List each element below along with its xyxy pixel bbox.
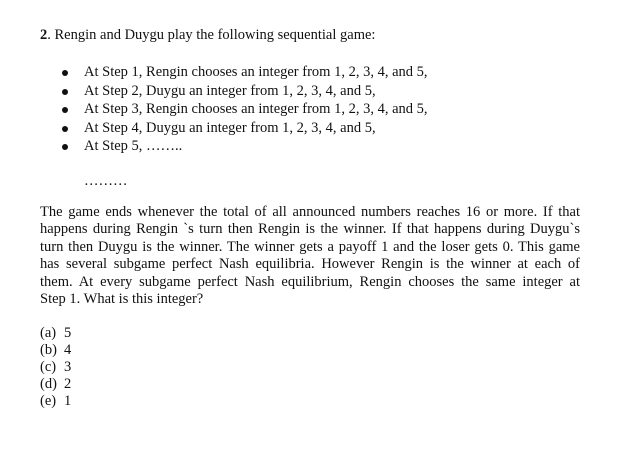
- question-title-text: . Rengin and Duygu play the following sequential game:: [47, 27, 376, 43]
- step-text: At Step 1, Rengin chooses an integer from 1, 2, 3, 4, and 5,: [84, 64, 428, 80]
- option-value: 5: [64, 325, 72, 341]
- paragraph-line: turn then Duygu is the winner. The winner gets a payoff 1 and the loser gets 0. This game: [40, 238, 580, 255]
- step-item: [60, 137, 428, 156]
- step-text: At Step 3, Rengin chooses an integer from 1, 2, 3, 4, and 5,: [84, 101, 428, 117]
- option-value: 3: [64, 359, 72, 375]
- step-text: At Step 5, ……..: [84, 138, 183, 154]
- answer-option: [40, 359, 71, 376]
- option-label: (e): [40, 393, 57, 409]
- bullet-icon: [62, 107, 68, 113]
- step-list: [60, 63, 428, 156]
- option-value: 2: [64, 376, 72, 392]
- option-label: (b): [40, 342, 57, 358]
- paragraph-line: The game ends whenever the total of all announced numbers reaches 16 or more. If that: [40, 204, 580, 220]
- answer-option: [40, 325, 71, 342]
- question-number: 2: [40, 27, 48, 43]
- bullet-icon: [62, 144, 68, 150]
- paragraph-line: them. At every subgame perfect Nash equilibrium, Rengin chooses the same integer at: [40, 273, 580, 290]
- step-item: [60, 82, 428, 101]
- bullet-icon: [62, 126, 68, 132]
- step-text: At Step 4, Duygu an integer from 1, 2, 3, 4, and 5,: [84, 119, 376, 136]
- bullet-icon: [62, 89, 68, 95]
- option-value: 4: [64, 342, 72, 358]
- answer-option: [40, 376, 71, 393]
- question-title: [40, 26, 375, 44]
- step-text: At Step 2, Duygu an integer from 1, 2, 3, 4, and 5,: [84, 82, 376, 99]
- paragraph-line: happens during Rengin `s turn then Rengin is the winner. If that happens during Duygu`s: [40, 221, 580, 238]
- option-label: (a): [40, 325, 57, 341]
- step-item: [60, 119, 428, 138]
- option-label: (d): [40, 376, 57, 392]
- answer-option: [40, 342, 71, 359]
- paragraph-line: Step 1. What is this integer?: [40, 291, 204, 308]
- answer-option: [40, 393, 71, 410]
- option-value: 1: [64, 393, 72, 409]
- bullet-icon: [62, 70, 68, 76]
- paragraph-line: has several subgame perfect Nash equilibria. However Rengin is the winner at each of: [40, 256, 580, 273]
- continuation-dots: ………: [84, 173, 128, 189]
- step-item: [60, 100, 428, 119]
- step-item: [60, 63, 428, 82]
- game-rules-paragraph: [40, 204, 580, 308]
- option-label: (c): [40, 359, 57, 375]
- answer-options: [40, 325, 71, 410]
